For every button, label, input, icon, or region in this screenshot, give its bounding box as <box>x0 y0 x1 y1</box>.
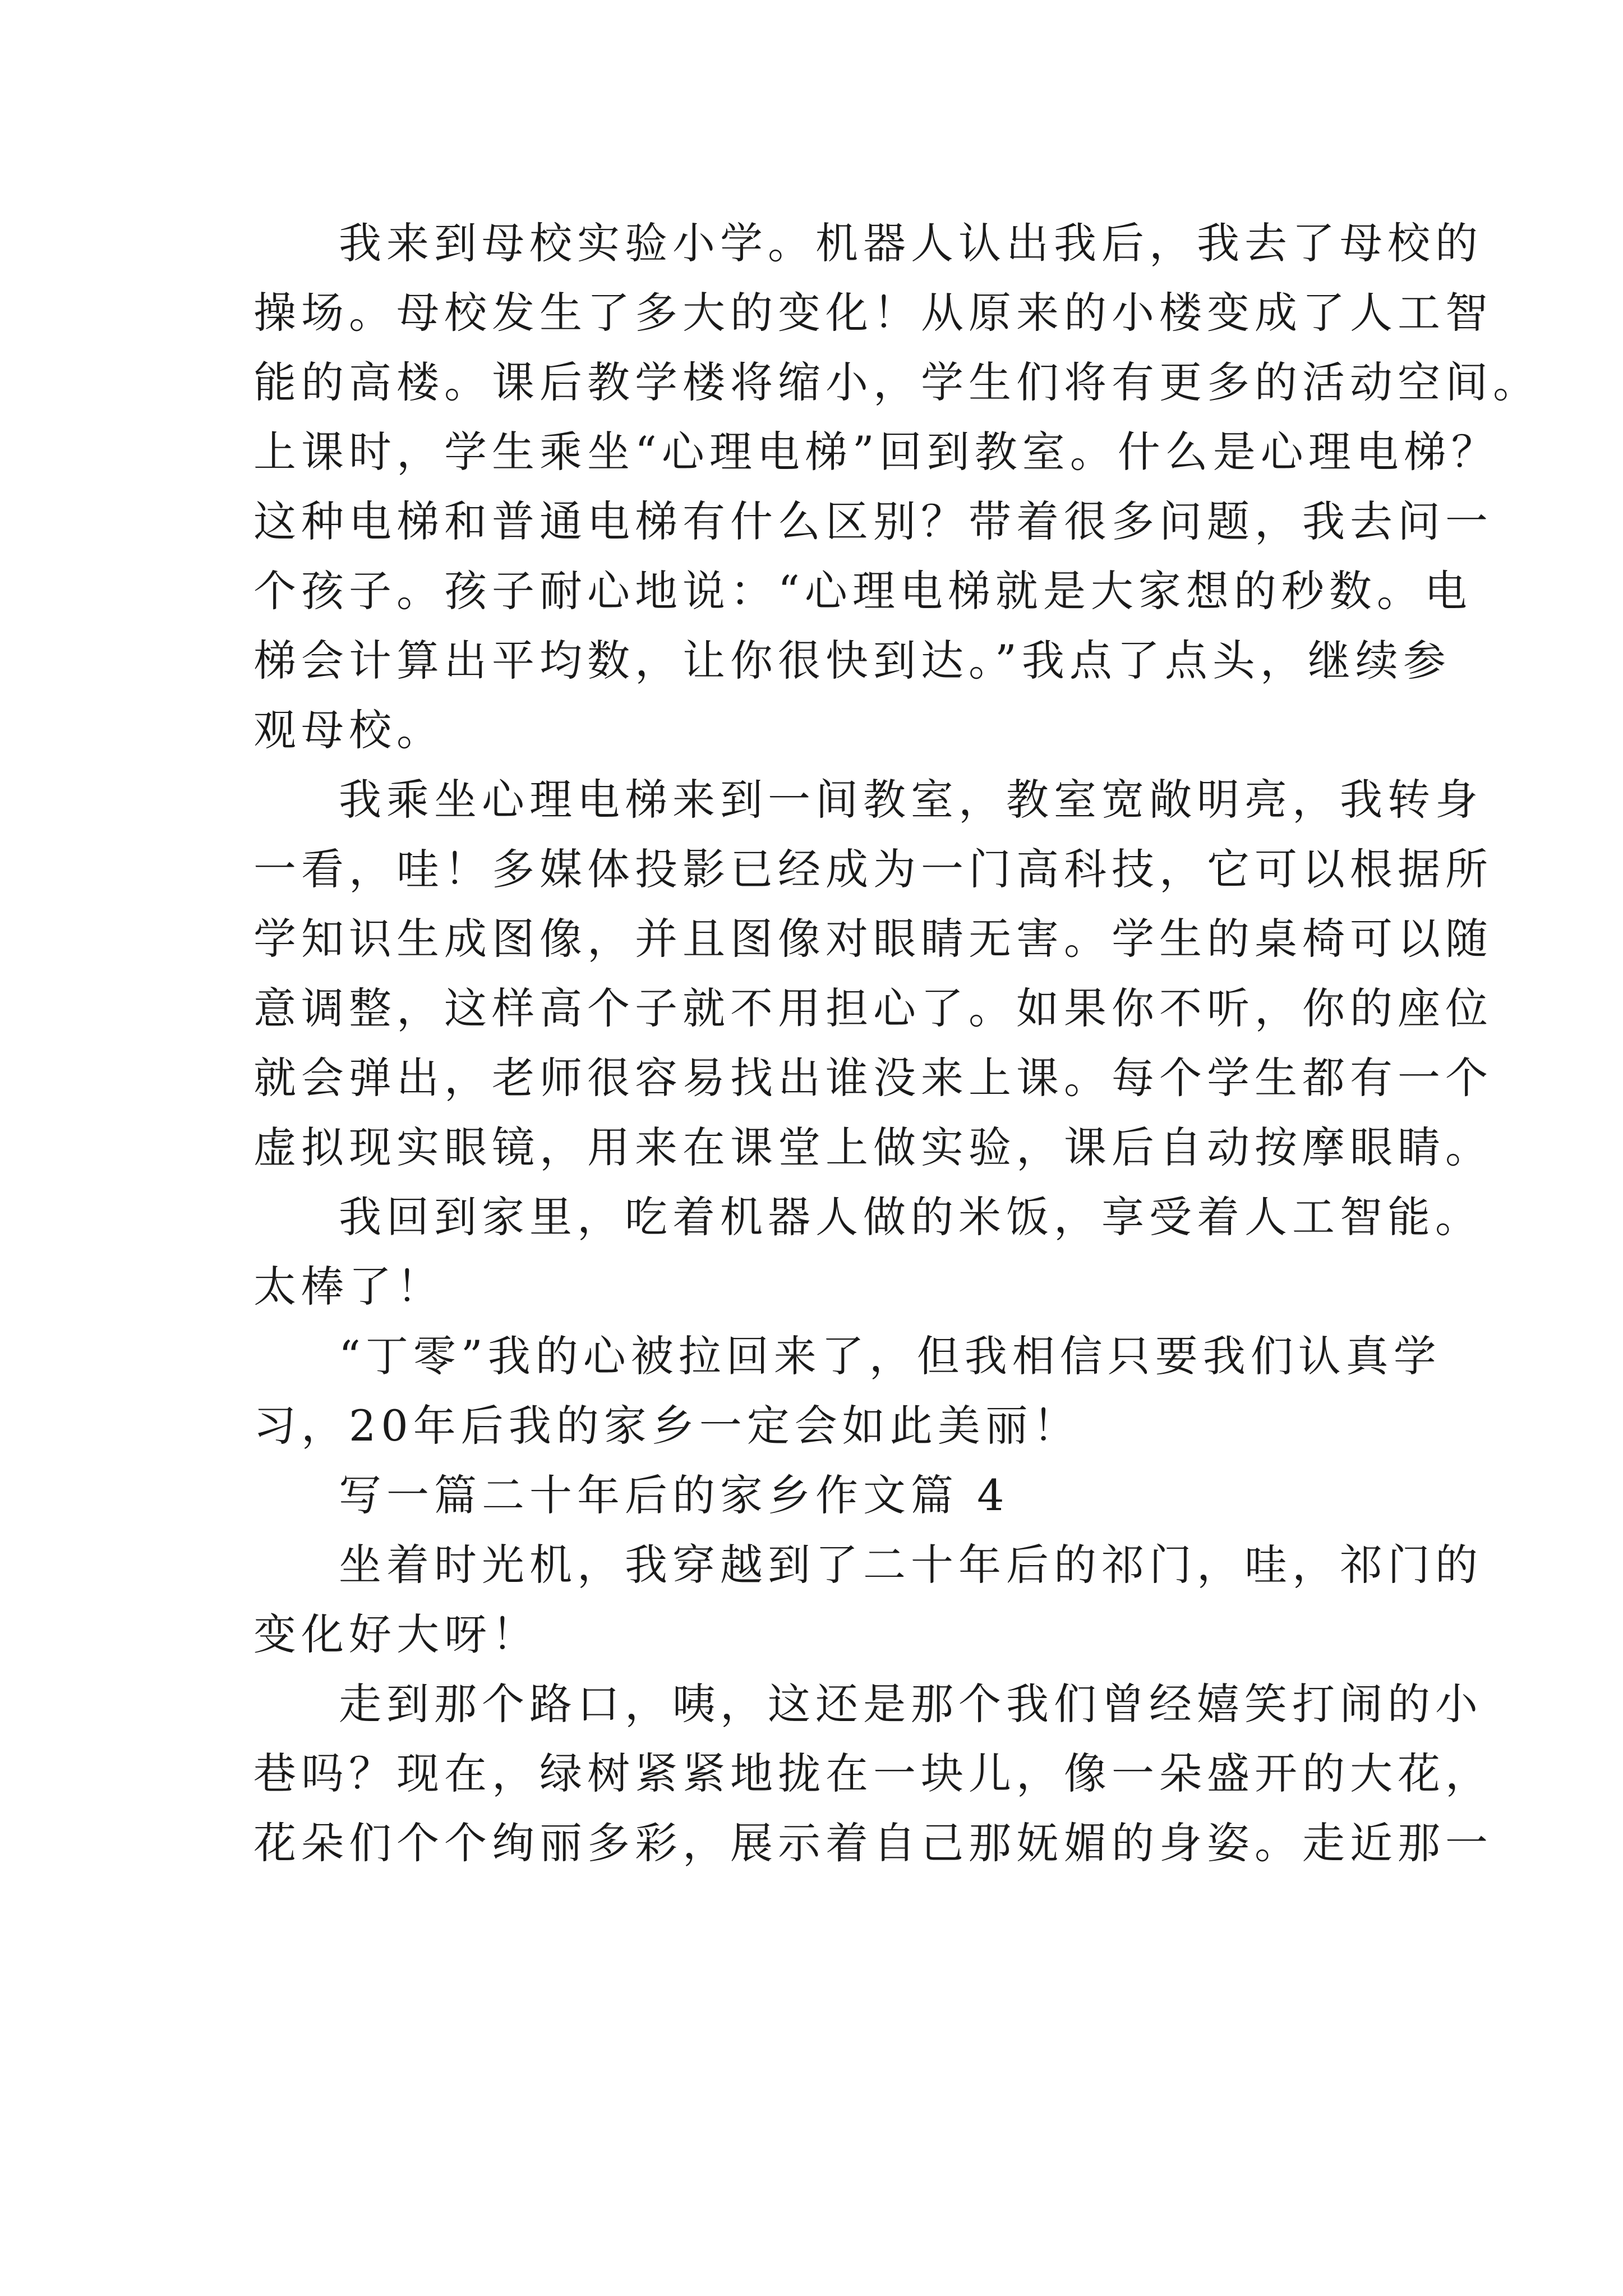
text-line: 变化好大呀！ <box>253 1609 540 1659</box>
text-line: 操场。母校发生了多大的变化！从原来的小楼变成了人工智 <box>253 288 1493 338</box>
essay-body <box>253 209 1541 1878</box>
text-line: 走到那个路口，咦，这还是那个我们曾经嬉笑打闹的小 <box>339 1679 1483 1729</box>
text-line: 一看，哇！多媒体投影已经成为一门高科技，它可以根据所 <box>253 844 1493 894</box>
text-line: “丁零”我的心被拉回来了，但我相信只要我们认真学 <box>339 1331 1441 1381</box>
section-heading: 写一篇二十年后的家乡作文篇 4 <box>339 1470 1009 1520</box>
text-line: 习，20年后我的家乡一定会如此美丽！ <box>253 1401 1081 1451</box>
text-line: 虚拟现实眼镜，用来在课堂上做实验，课后自动按摩眼睛。 <box>253 1122 1493 1172</box>
text-line: 巷吗？现在，绿树紧紧地拢在一块儿，像一朵盛开的大花， <box>253 1749 1493 1798</box>
text-line: 能的高楼。课后教学楼将缩小，学生们将有更多的活动空间。 <box>253 357 1541 407</box>
text-line: 我来到母校实验小学。机器人认出我后，我去了母校的 <box>339 218 1483 268</box>
text-line: 个孩子。孩子耐心地说：“心理电梯就是大家想的秒数。电 <box>253 566 1472 616</box>
text-line: 我乘坐心理电梯来到一间教室，教室宽敞明亮，我转身 <box>339 775 1483 825</box>
text-line: 坐着时光机，我穿越到了二十年后的祁门，哇，祁门的 <box>339 1540 1483 1590</box>
text-line: 我回到家里，吃着机器人做的米饭，享受着人工智能。 <box>339 1192 1483 1242</box>
text-line: 就会弹出，老师很容易找出谁没来上课。每个学生都有一个 <box>253 1053 1493 1103</box>
text-line: 意调整，这样高个子就不用担心了。如果你不听，你的座位 <box>253 983 1493 1033</box>
text-line: 学知识生成图像，并且图像对眼睛无害。学生的桌椅可以随 <box>253 914 1493 964</box>
text-line: 梯会计算出平均数，让你很快到达。”我点了点头，继续参 <box>253 636 1451 685</box>
text-line: 这种电梯和普通电梯有什么区别？带着很多问题，我去问一 <box>253 496 1493 546</box>
text-line: 太棒了！ <box>253 1262 444 1312</box>
text-line: 观母校。 <box>253 705 444 755</box>
text-line: 花朵们个个绚丽多彩，展示着自己那妩媚的身姿。走近那一 <box>253 1818 1493 1868</box>
text-line: 上课时，学生乘坐“心理电梯”回到教室。什么是心理电梯？ <box>253 427 1499 477</box>
